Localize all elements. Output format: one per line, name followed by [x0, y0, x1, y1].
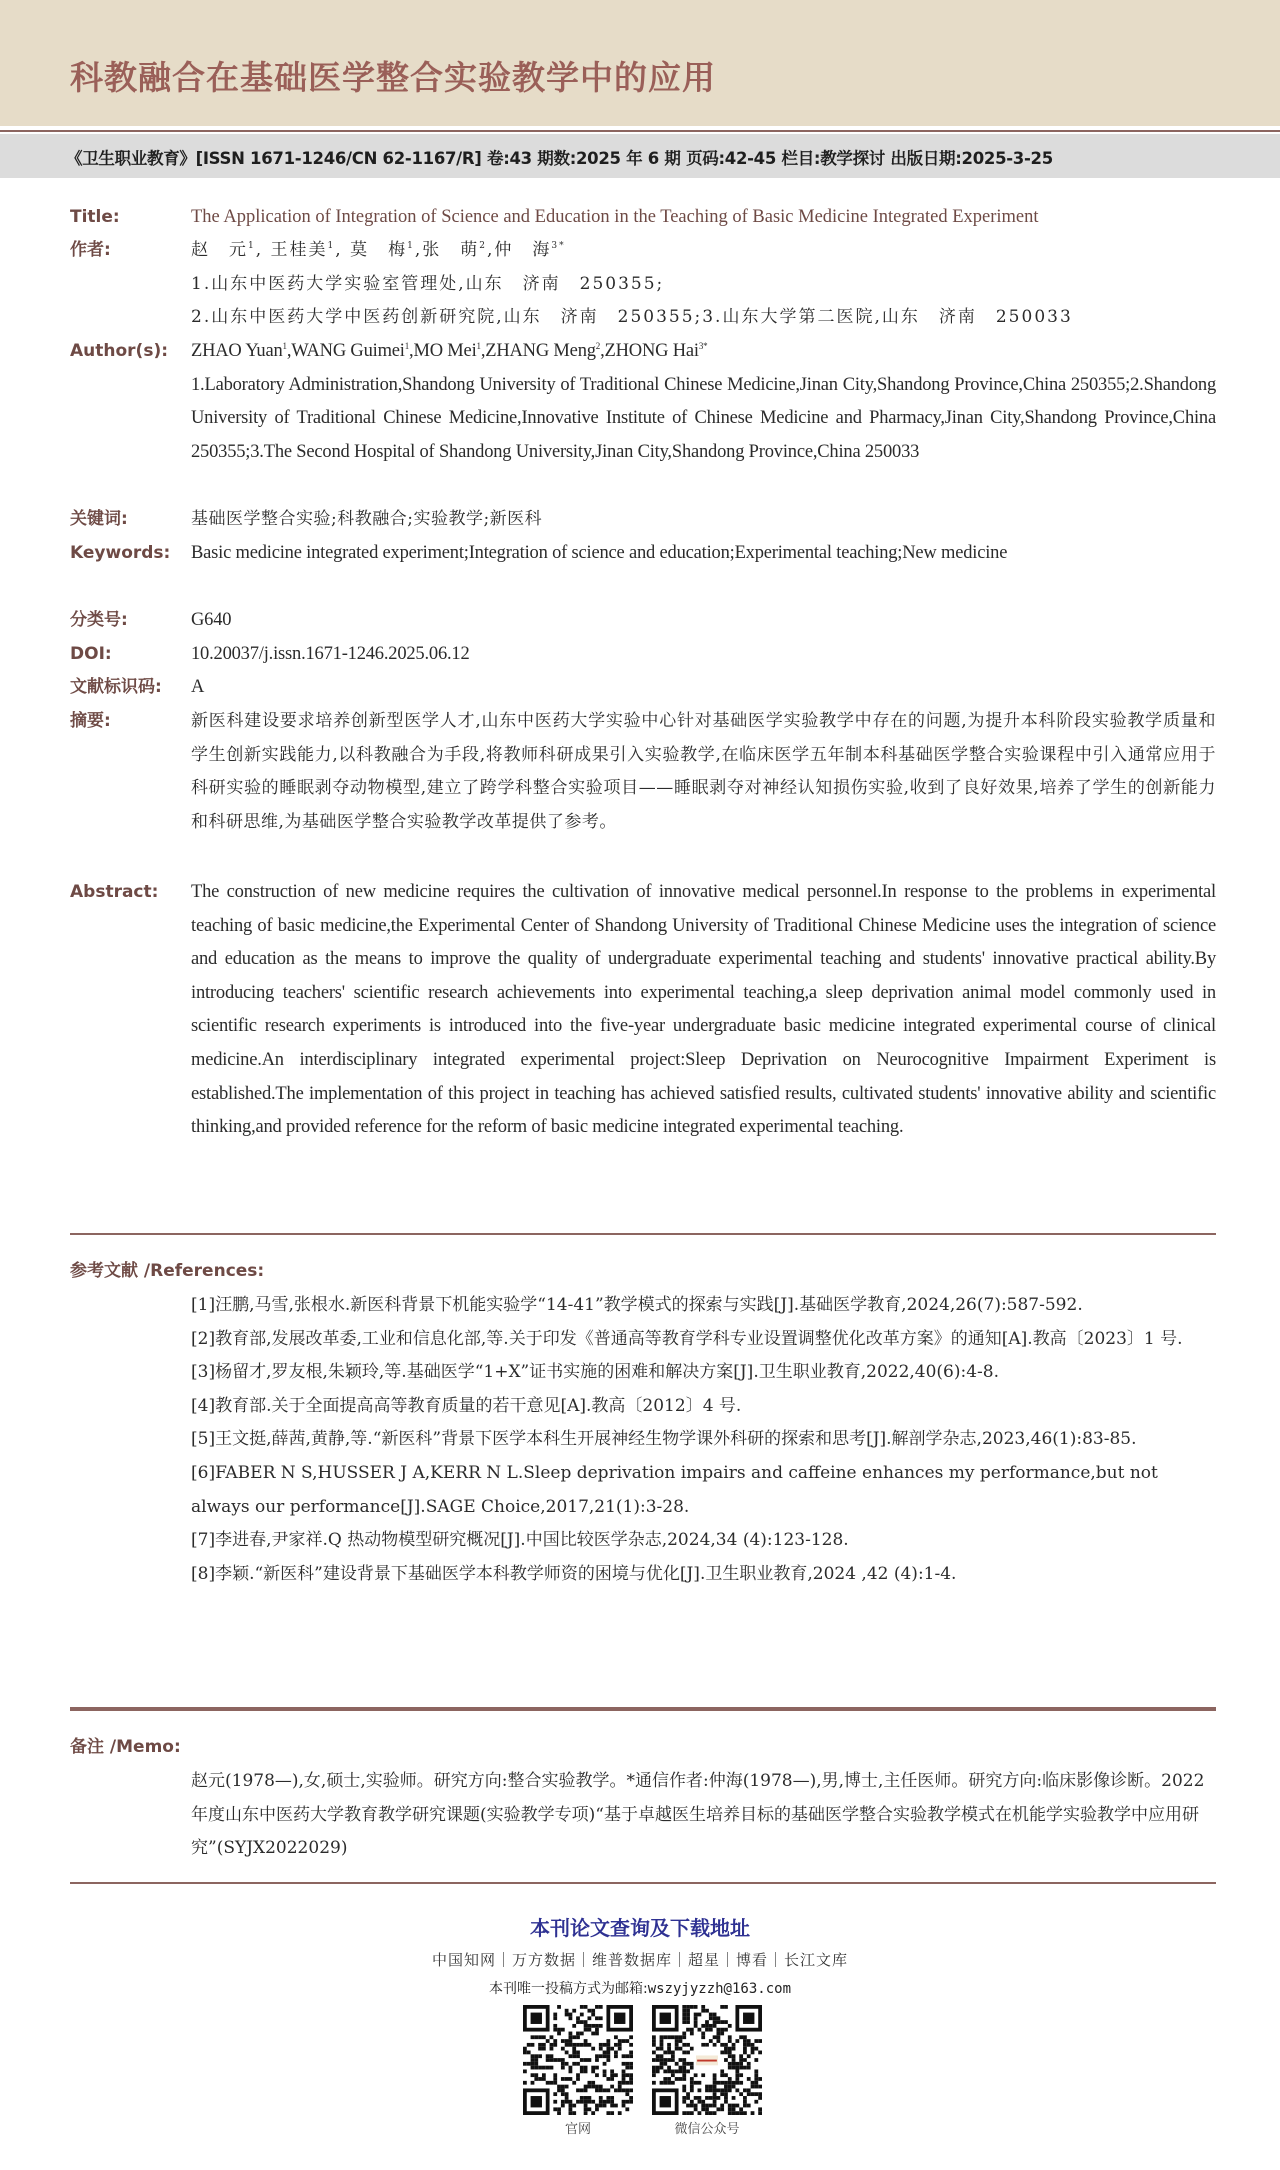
field-label: 分类号: [70, 610, 128, 630]
abstract-zh-value: 新医科建设要求培养创新型医学人才,山东中医药大学实验中心针对基础医学实验教学中存在的问题,为提升本科阶段实验教学质量和学生创新实践能力,以科教融合为手段,将教师科研成果引入实验教学,在临床医学五年制本科基础医学整合实验课程中引入通常应用于科研实验的睡眠剥夺动物模型,建立了跨学科整合实验项目——睡眠剥夺对神经认知损伤实验,收到了良好效果,培养了学生的创新能力和科研思维,为基础医学整合实验教学改革提供了参考。 [191, 711, 1216, 832]
title-band [0, 0, 1280, 126]
field-label: 作者: [70, 240, 111, 260]
keywords-en-value: Basic medicine integrated experiment;Integration of science and education;Experimental teaching;New medicine [191, 543, 1008, 563]
qr-wechat [652, 2005, 762, 2137]
field-label: Title: [70, 207, 120, 227]
author-list-en: ZHAO Yuan$^1$,WANG Guimei$^1$,MO Mei$^1$,ZHANG Meng$^2$,ZHONG Hai$^{3*}$ [191, 341, 708, 361]
affiliation-en: 1.Laboratory Administration,Shandong University of Traditional Chinese Medicine,Jinan City,Shandong Province,China 250355;2.Shandong University of Traditional Chinese Medicine,Innovative Institute of Chinese Medicine and Pharmacy,Jinan City,Shandong Province,China 250355;3.The Second Hospital of Shandong University,Jinan City,Shandong Province,China 250033 [191, 374, 1216, 462]
author-list-zh: 赵 元$^1$, 王桂美$^1$, 莫 梅$^1$,张 萌$^2$,仲 海$^{3*}$ [191, 240, 566, 260]
title-en: The Application of Integration of Science and Education in the Teaching of Basic Medicine Integrated Experiment [191, 207, 1039, 227]
memo-label: 备注 /Memo: [70, 1737, 181, 1757]
author-name: 赵 元 [191, 240, 248, 260]
field-label: Abstract: [70, 882, 159, 902]
affiliation-zh-line: 1.山东中医药大学实验室管理处,山东 济南 250355; [191, 273, 665, 294]
field-label: 文献标识码: [70, 677, 162, 697]
qr-official-site [523, 2005, 633, 2137]
author-name: 王桂美 [270, 240, 328, 260]
field-label: Author(s): [70, 341, 169, 361]
article-title: 科教融合在基础医学整合实验教学中的应用 [70, 58, 716, 97]
field-label: Keywords: [70, 543, 171, 563]
email-prefix: 本刊唯一投稿方式为邮箱: [488, 1981, 648, 1997]
meta-band [0, 134, 1280, 178]
field-label: 摘要: [70, 711, 111, 731]
reference-item: [2]教育部,发展改革委,工业和信息化部,等.关于印发《普通高等教育学科专业设置调整优化改革方案》的通知[A].教高〔2023〕1 号. [191, 1328, 1183, 1349]
footer-title: 本刊论文查询及下载地址 [530, 1916, 750, 1940]
classification-value: G640 [191, 610, 232, 630]
qr-caption: 微信公众号 [674, 2122, 740, 2137]
memo-value: 赵元(1978—),女,硕士,实验师。研究方向:整合实验教学。*通信作者:仲海(1978—),男,博士,主任医师。研究方向:临床影像诊断。2022 年度山东中医药大学教育教学研究课题(实验教学专项)“基于卓越医生培养目标的基础医学整合实验教学模式在机能学实验教学中应用研究”(SYJX2022029) [191, 1771, 1205, 1859]
field-label: DOI: [70, 644, 112, 664]
section-divider [70, 1707, 1216, 1711]
email-link[interactable]: wszyjyzzh@163.com [647, 1981, 791, 1997]
qr-code-graphic [652, 2005, 762, 2115]
references-list [191, 1289, 1216, 1591]
journal-meta-line: 《卫生职业教育》[ISSN 1671-1246/CN 62-1167/R] 卷:43 期数:2025 年 6 期 页码:42-45 栏目:教学探讨 出版日期:2025-3-25 [66, 149, 1053, 168]
reference-item: [5]王文挺,薛茜,黄静,等.“新医科”背景下医学本科生开展神经生物学课外科研的探索和思考[J].解剖学杂志,2023,46(1):83-85. [191, 1429, 1137, 1450]
abstract-en-value: The construction of new medicine requires the cultivation of innovative medical personnel.In response to the problems in experimental teaching of basic medicine,the Experimental Center of Shandong University of Traditional Chinese Medicine uses the integration of science and education as the means to improve the quality of undergraduate experimental teaching and students' innovative practical ability.By introducing teachers' scientific research achievements into experimental teaching,a sleep deprivation animal model commonly used in scientific research experiments is introduced into the five-year undergraduate basic medicine integrated experimental course of clinical medicine.An interdisciplinary integrated experimental project:Sleep Deprivation on Neurocognitive Impairment Experiment is established.The implementation of this project in teaching has achieved satisfied results, cultivated students' innovative ability and scientific thinking,and provided reference for the reform of basic medicine integrated experimental teaching. [191, 882, 1216, 1138]
qr-caption: 官网 [564, 2122, 591, 2137]
field-label: 关键词: [70, 509, 128, 529]
reference-item: [3]杨留才,罗友根,朱颖玲,等.基础医学“1+X”证书实施的困难和解决方案[J].卫生职业教育,2022,40(6):4-8. [191, 1362, 1000, 1383]
keywords-zh-value: 基础医学整合实验;科教融合;实验教学;新医科 [191, 509, 543, 529]
reference-item: [4]教育部.关于全面提高高等教育质量的若干意见[A].教高〔2012〕4 号. [191, 1395, 742, 1416]
affiliation-zh-line: 2.山东中医药大学中医药创新研究院,山东 济南 250355;3.山东大学第二医院,山东 济南 250033 [191, 307, 1073, 328]
author-name: 张 萌 [422, 240, 480, 260]
reference-item: [8]李颖.“新医科”建设背景下基础医学本科教学师资的困境与优化[J].卫生职业教育,2024 ,42 (4):1-4. [191, 1563, 957, 1584]
doi-value[interactable]: 10.20037/j.issn.1671-1246.2025.06.12 [191, 644, 470, 664]
author-name: 莫 梅 [350, 240, 408, 260]
references-label: 参考文献 /References: [70, 1261, 265, 1281]
reference-item: [7]李进春,尹家祥.Q 热动物模型研究概况[J].中国比较医学杂志,2024,34 (4):123-128. [191, 1530, 849, 1551]
header-divider [0, 130, 1280, 132]
qr-code-icon[interactable] [652, 2005, 762, 2115]
database-list: 中国知网｜万方数据｜维普数据库｜超星｜博看｜长江文库 [431, 1951, 848, 1969]
section-divider [70, 1882, 1216, 1884]
doc-code-value: A [191, 677, 205, 697]
submission-email-line [0, 1978, 1280, 1998]
footer [0, 1912, 1280, 1998]
reference-item: [1]汪鹏,马雪,张根水.新医科背景下机能实验学“14-41”教学模式的探索与实践[J].基础医学教育,2024,26(7):587-592. [191, 1295, 1083, 1315]
author-name: 仲 海 [494, 240, 552, 260]
reference-item: [6]FABER N S,HUSSER J A,KERR N L.Sleep deprivation impairs and caffeine enhances my performance,but not always our performance[J].SAGE Choice,2017,21(1):3-28. [191, 1462, 1158, 1517]
section-divider [70, 1233, 1216, 1235]
qr-code-graphic [523, 2005, 633, 2115]
qr-code-icon[interactable] [523, 2005, 633, 2115]
